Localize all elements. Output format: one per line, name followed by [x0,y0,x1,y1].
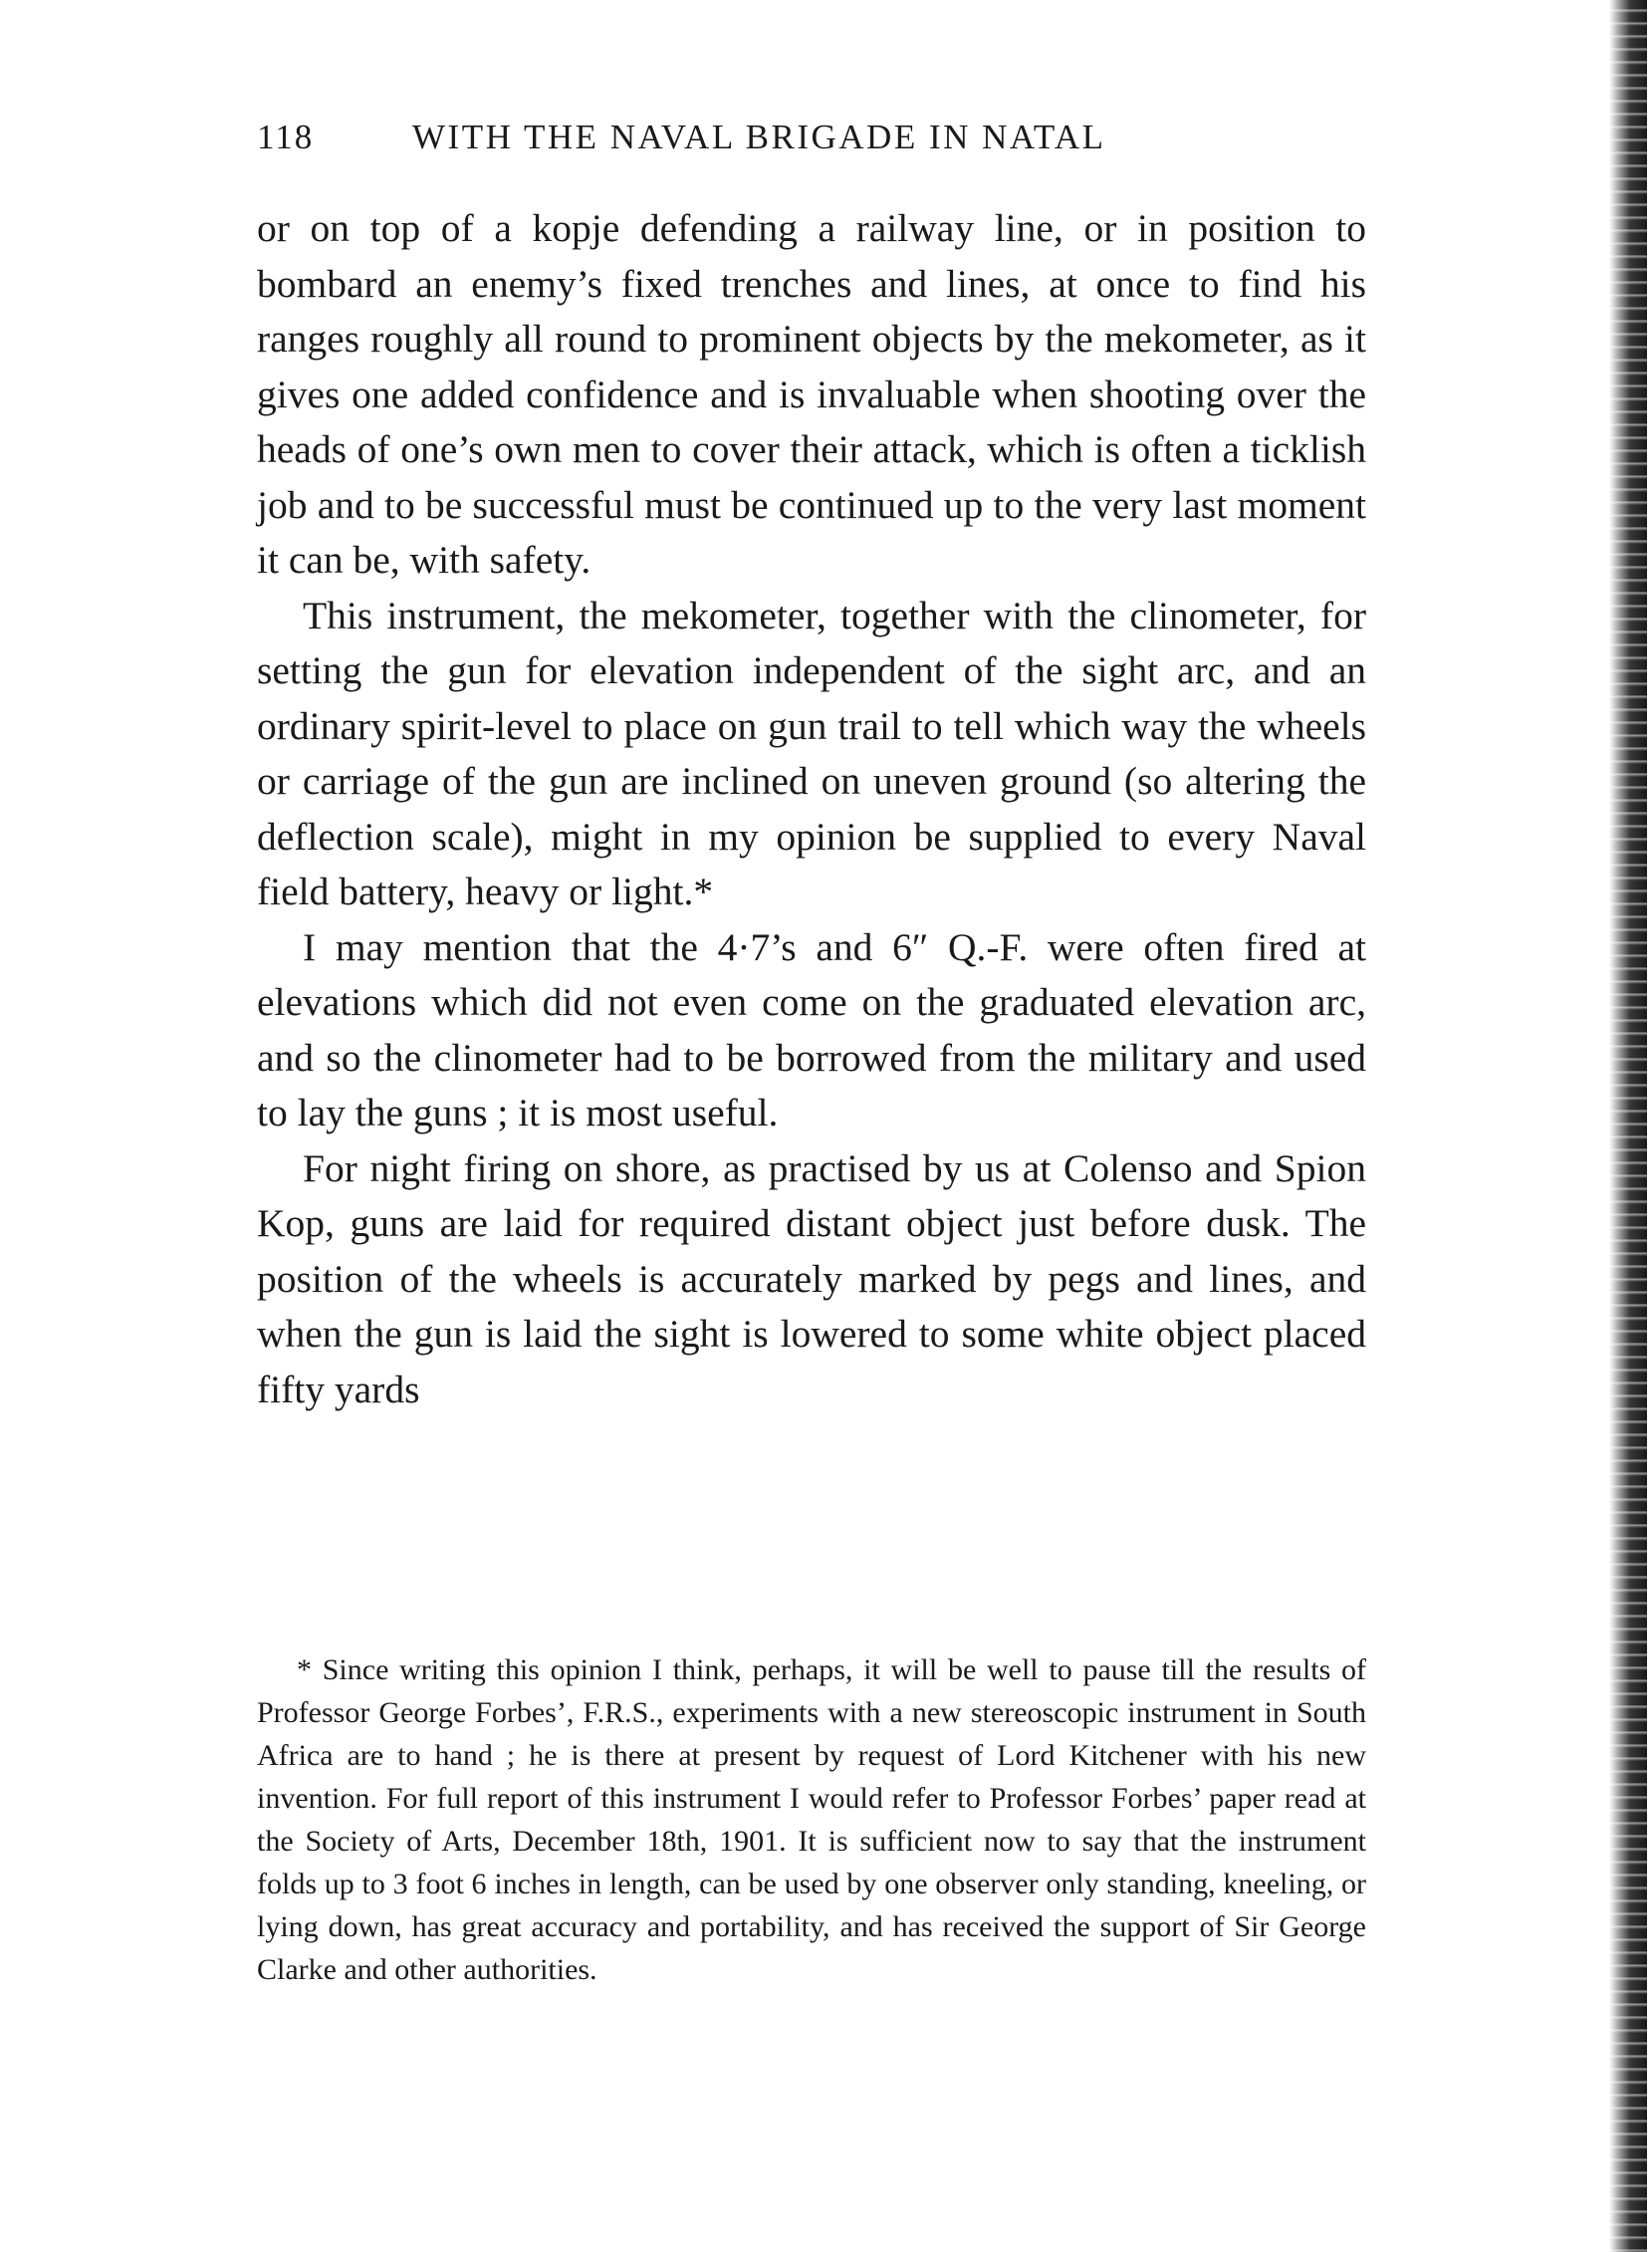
binding-texture [1599,0,1652,2252]
paragraph-night-firing: For night firing on shore, as practised by us at Colenso and Spion Kop, guns are laid for required distant object just before dusk. The position of the wheels is accurately marked by pegs and lines, and when the gun is laid the sight is lowered to some white object placed fifty yards [257,1145,1366,1411]
page-number: 118 [257,118,315,156]
paragraph-continued: or on top of a kopje defending a railway line, or in position to bombard an enemy’s fixed trenches and lines, at once to find his ranges roughly all round to prominent objects by the mekometer, as it gives one added confidence and is invaluable when shooting over the heads of one’s own men to cover their attack, which is often a ticklish job and to be successful must be continued up to the very last moment it can be, with safety. [257,206,1366,582]
footnote-text: * Since writing this opinion I think, perhaps, it will be well to pause till the results of Professor George Forbes’, F.R.S., experiments with a new stereoscopic instrument in South Africa are to hand ; he is there at present by request of Lord Kitchener with his new invention. For full report of this instrument I would refer to Professor Forbes’ paper read at the Society of Arts, December 18th, 1901. It is sufficient now to say that the instrument folds up to 3 foot 6 inches in length, can be used by one observer only standing, kneeling, or lying down, has great accuracy and portability, and has received the support of Sir George Clarke and other authorities. [257,1653,1366,1986]
paragraph-mekometer: This instrument, the mekometer, together with the clinometer, for setting the gun for elevation independent of the sight arc, and an ordinary spirit-level to place on gun trail to tell which way the wheels or carriage of the gun are inclined on uneven ground (so altering the deflection scale), might in my opinion be supplied to every Naval field battery, heavy or light.* [257,593,1366,913]
footnote [257,1648,1366,1991]
paragraph-elevations: I may mention that the 4·7’s and 6″ Q.-F. were often fired at elevations which did not even come on the graduated elevation arc, and so the clinometer had to be borrowed from the military and used to lay the guns ; it is most useful. [257,924,1366,1134]
running-head: WITH THE NAVAL BRIGADE IN NATAL [412,118,1106,156]
body-text [257,201,1366,1417]
page-binding-edge [1599,0,1652,2252]
page-header [257,118,1372,167]
